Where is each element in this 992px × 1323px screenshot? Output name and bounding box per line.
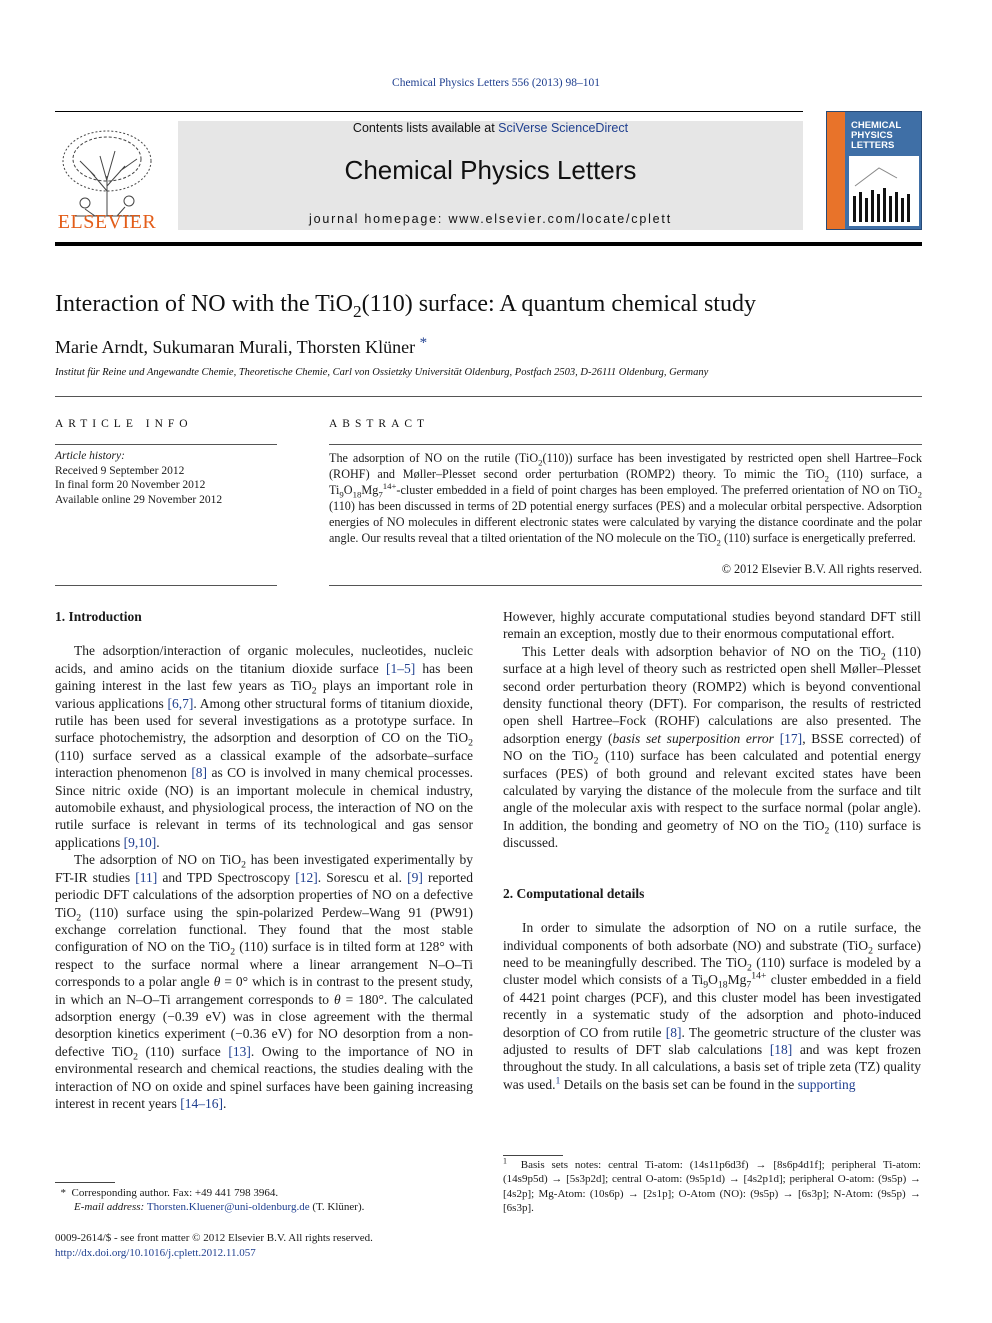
section-heading-computational-details: 2. Computational details	[503, 885, 645, 901]
footnote-corresponding	[55, 1186, 473, 1215]
divider	[329, 585, 922, 586]
left-column	[55, 608, 473, 1112]
reference-link[interactable]: [12]	[295, 869, 318, 885]
cover-title-line: PHYSICS	[851, 130, 893, 141]
supporting-link[interactable]: supporting	[797, 1076, 856, 1092]
author-list	[55, 335, 427, 358]
paragraph: In order to simulate the adsorption of NO on a rutile surface, the individual components of both adsorbate (NO) and substrate (TiO$_2$ surface) need to be meaningfully described. The TiO$_2$ (110) surface is modeled by a cluster model which consists of a $Ti_9O_{18}Mg_7^{14+}$ cluster embedded in a field of 4421 point charges (PCF), and this cluster model has been investigated recently in a systematic study of the adsorption and photo-induced desorption of CO from rutile [8]. The geometric structure of the cluster was adjusted to results of DFT slab calculations [18] and was kept frozen throughout the study. In all calculations, a basis set of triple zeta (TZ) quality was used.$^1$ Details on the basis set can be found in the supporting	[503, 920, 922, 1092]
bottom-info	[55, 1231, 373, 1260]
reference-link[interactable]: [11]	[135, 869, 158, 885]
abstract-text: The adsorption of NO on the rutile (TiO$_2$(110)) surface has been investigated by restricted open shell Hartree–Fock (ROHF) and Møller–Plesset second order perturbation (ROMP2) theory. To mimic the TiO$_2$ (110) surface, a $Ti_9O_{18}Mg_7^{14+}$-cluster embedded in a field of point charges has been employed. The preferred orientation of NO on TiO$_2$ (110) has been discussed in terms of 2D potential energy surfaces (PES) and a molecular orbital perspective. Adsorption energies of NO molecules in different electronic states were calculated by varying the distance coordinate and the polar angle. Our results reveal that a tilted orientation of the NO molecule on the TiO$_2$ (110) surface is energetically preferred.	[329, 451, 922, 548]
journal-cover-thumbnail[interactable]	[826, 111, 922, 230]
paragraph: This Letter deals with adsorption behavior of NO on the TiO$_2$ (110) surface at a high level of theory such as restricted open shell Møller–Plesset second order perturbation theory (ROMP2) which is beyond conventional density functional theory (DFT). For comparison, the results of restricted open shell Hartree–Fock (ROHF) calculations are also presented. The adsorption energy (basis set superposition error [17], BSSE corrected) of NO on the TiO$_2$ (110) surface has been calculated and potential energy surfaces (PES) of both ground and relevant excited states have been calculated by varying the distance of the molecule from the surface and tilt angle of the molecular axis with respect to the surface normal (polar angle). In addition, the bonding and geometry of NO on the TiO$_2$ (110) surface is discussed.	[503, 643, 921, 851]
paragraph: The adsorption/interaction of organic molecules, nucleotides, nucleic acids, and amino acids on the titanium dioxide surface [1–5] has been gaining interest in the last few years as TiO$_2$ plays an important role in various applications [6,7]. Among other structural forms of titanium dioxide, rutile has been used for several investigations as a prototype surface. In surface photochemistry, the adsorption and desorption of CO on the TiO$_2$ (110) surface served as a classical example of the adsorbate–surface interaction phenomenon [8] as CO is involved in many chemical processes. Since nitric oxide (NO) is an important molecule in chemical industry, automobile exhaust, and physiological process, the interaction of NO on the rutile surface is relevant in terms of its technological and gas sensor applications [9,10].	[55, 643, 473, 850]
reference-link[interactable]: [8]	[191, 765, 208, 781]
cover-title-line: CHEMICAL	[851, 120, 902, 131]
reference-link[interactable]: [1–5]	[385, 660, 416, 676]
article-title	[55, 291, 756, 321]
title-part: Interaction of NO with the TiO	[55, 291, 353, 317]
email-label: E-mail address:	[74, 1201, 147, 1214]
reference-link[interactable]: [9,10]	[123, 834, 157, 850]
reference-link[interactable]: [6,7]	[167, 695, 194, 711]
divider	[55, 396, 922, 397]
footnote-rule	[503, 1155, 563, 1156]
history-label: Article history:	[55, 450, 125, 462]
final-form-date: In final form 20 November 2012	[55, 479, 206, 491]
corresponding-author-text: Corresponding author. Fax: +49 441 798 3964.	[71, 1187, 279, 1199]
reference-link[interactable]: [14–16]	[180, 1095, 223, 1111]
paragraph: However, highly accurate computational studies beyond standard DFT still remain an exception, mostly due to their enormous computational effort.	[503, 609, 921, 642]
cover-title-line: LETTERS	[851, 140, 895, 151]
author-names: Marie Arndt, Sukumaran Murali, Thorsten Klüner	[55, 337, 416, 357]
contents-line	[178, 121, 803, 135]
masthead-top-rule	[55, 111, 803, 112]
divider	[55, 585, 277, 586]
sciencedirect-link[interactable]: SciVerse ScienceDirect	[498, 121, 629, 135]
journal-homepage[interactable]: journal homepage: www.elsevier.com/locate/cplett	[309, 212, 672, 226]
footnote-rule	[55, 1182, 115, 1183]
cover-title	[851, 121, 901, 151]
section-heading-introduction: 1. Introduction	[55, 609, 142, 624]
masthead-bottom-rule	[55, 242, 922, 246]
reference-link[interactable]: [13]	[228, 1043, 251, 1059]
received-date: Received 9 September 2012	[55, 464, 185, 477]
journal-masthead	[55, 111, 922, 247]
journal-citation[interactable]: Chemical Physics Letters 556 (2013) 98–101	[392, 77, 600, 89]
corresponding-author-marker[interactable]: *	[419, 335, 428, 351]
article-info-heading: ARTICLE INFO	[55, 418, 193, 430]
cover-image	[849, 156, 919, 226]
right-column	[503, 608, 921, 1093]
journal-banner	[178, 121, 803, 230]
divider	[55, 444, 277, 445]
article-history	[55, 449, 277, 507]
email-suffix: (T. Klüner).	[309, 1201, 365, 1214]
issn-line: 0009-2614/$ - see front matter © 2012 Elsevier B.V. All rights reserved.	[55, 1232, 373, 1244]
title-part: (110) surface: A quantum chemical study	[361, 291, 756, 317]
title-subscript: 2	[352, 301, 362, 321]
reference-link[interactable]: [18]	[769, 1041, 793, 1057]
contents-prefix: Contents lists available at	[352, 121, 499, 135]
cover-stripe	[827, 112, 845, 230]
abstract-heading: ABSTRACT	[329, 418, 430, 430]
footnote-link[interactable]: 1	[555, 1075, 561, 1087]
online-date: Available online 29 November 2012	[55, 493, 223, 506]
divider	[329, 444, 922, 445]
author-affiliation: Institut für Reine und Angewandte Chemie, Theoretische Chemie, Carl von Ossietzky Universität Oldenburg, Postfach 2503, D-26111 Oldenburg, Germany	[55, 367, 709, 378]
reference-link[interactable]: [8]	[665, 1024, 682, 1040]
journal-name: Chemical Physics Letters	[344, 155, 637, 185]
email-link[interactable]: Thorsten.Kluener@uni-oldenburg.de	[146, 1201, 310, 1214]
email-line	[55, 1200, 473, 1214]
reference-link[interactable]: [17]	[779, 730, 803, 746]
corresponding-author-line: * Corresponding author. Fax: +49 441 798 3964.	[55, 1187, 279, 1199]
footnote-basis-set: $^1$ Basis sets notes: central Ti-atom: (14s11p6d3f) → [8s6p4d1f]; peripheral Ti-atom: (14s9p5d) → [5s3p2d]; central O-atom: (9s5p1d) → [4s2p1d]; peripheral O-atom: (9s5p) → [4s2p]; Mg-Atom: (10s6p) → [2s1p]; O-Atom (NO): (9s5p) → [6s3p]; N-Atom: (9s5p) → [6s3p].	[503, 1156, 921, 1214]
paragraph: The adsorption of NO on TiO$_2$ has been investigated experimentally by FT-IR studies [11] and TPD Spectroscopy [12]. Sorescu et al. [9] reported periodic DFT calculations of the adsorption properties of NO on a defective TiO$_2$ (110) surface using the spin-polarized Perdew–Wang 91 (PW91) exchange correlation functional. They found that the most stable configuration of NO on the TiO$_2$ (110) surface is in tilted form at 128° with respect to the surface normal where a linear arrangement N–O–Ti corresponds to a polar angle θ = 0° which is in contrast to the present study, in which an N–O–Ti arrangement corresponds to θ = 180°. The calculated adsorption energy (−0.39 eV) was in close agreement with the thermal desorption kinetics experiment (−0.36 eV) for NO desorption from a non-defective TiO$_2$ (110) surface [13]. Owing to the importance of NO in environmental research and chemical reactions, the studies dealing with the interaction of NO on oxide and spinel surfaces have been gaining increasing interest in recent years [14–16].	[55, 852, 474, 1111]
copyright-notice: © 2012 Elsevier B.V. All rights reserved.	[721, 562, 922, 576]
doi-link[interactable]: http://dx.doi.org/10.1016/j.cplett.2012.11.057	[55, 1246, 256, 1259]
reference-link[interactable]: [9]	[407, 869, 423, 885]
elsevier-wordmark: ELSEVIER	[57, 211, 157, 233]
cover-spectrum-graphic	[849, 156, 919, 226]
